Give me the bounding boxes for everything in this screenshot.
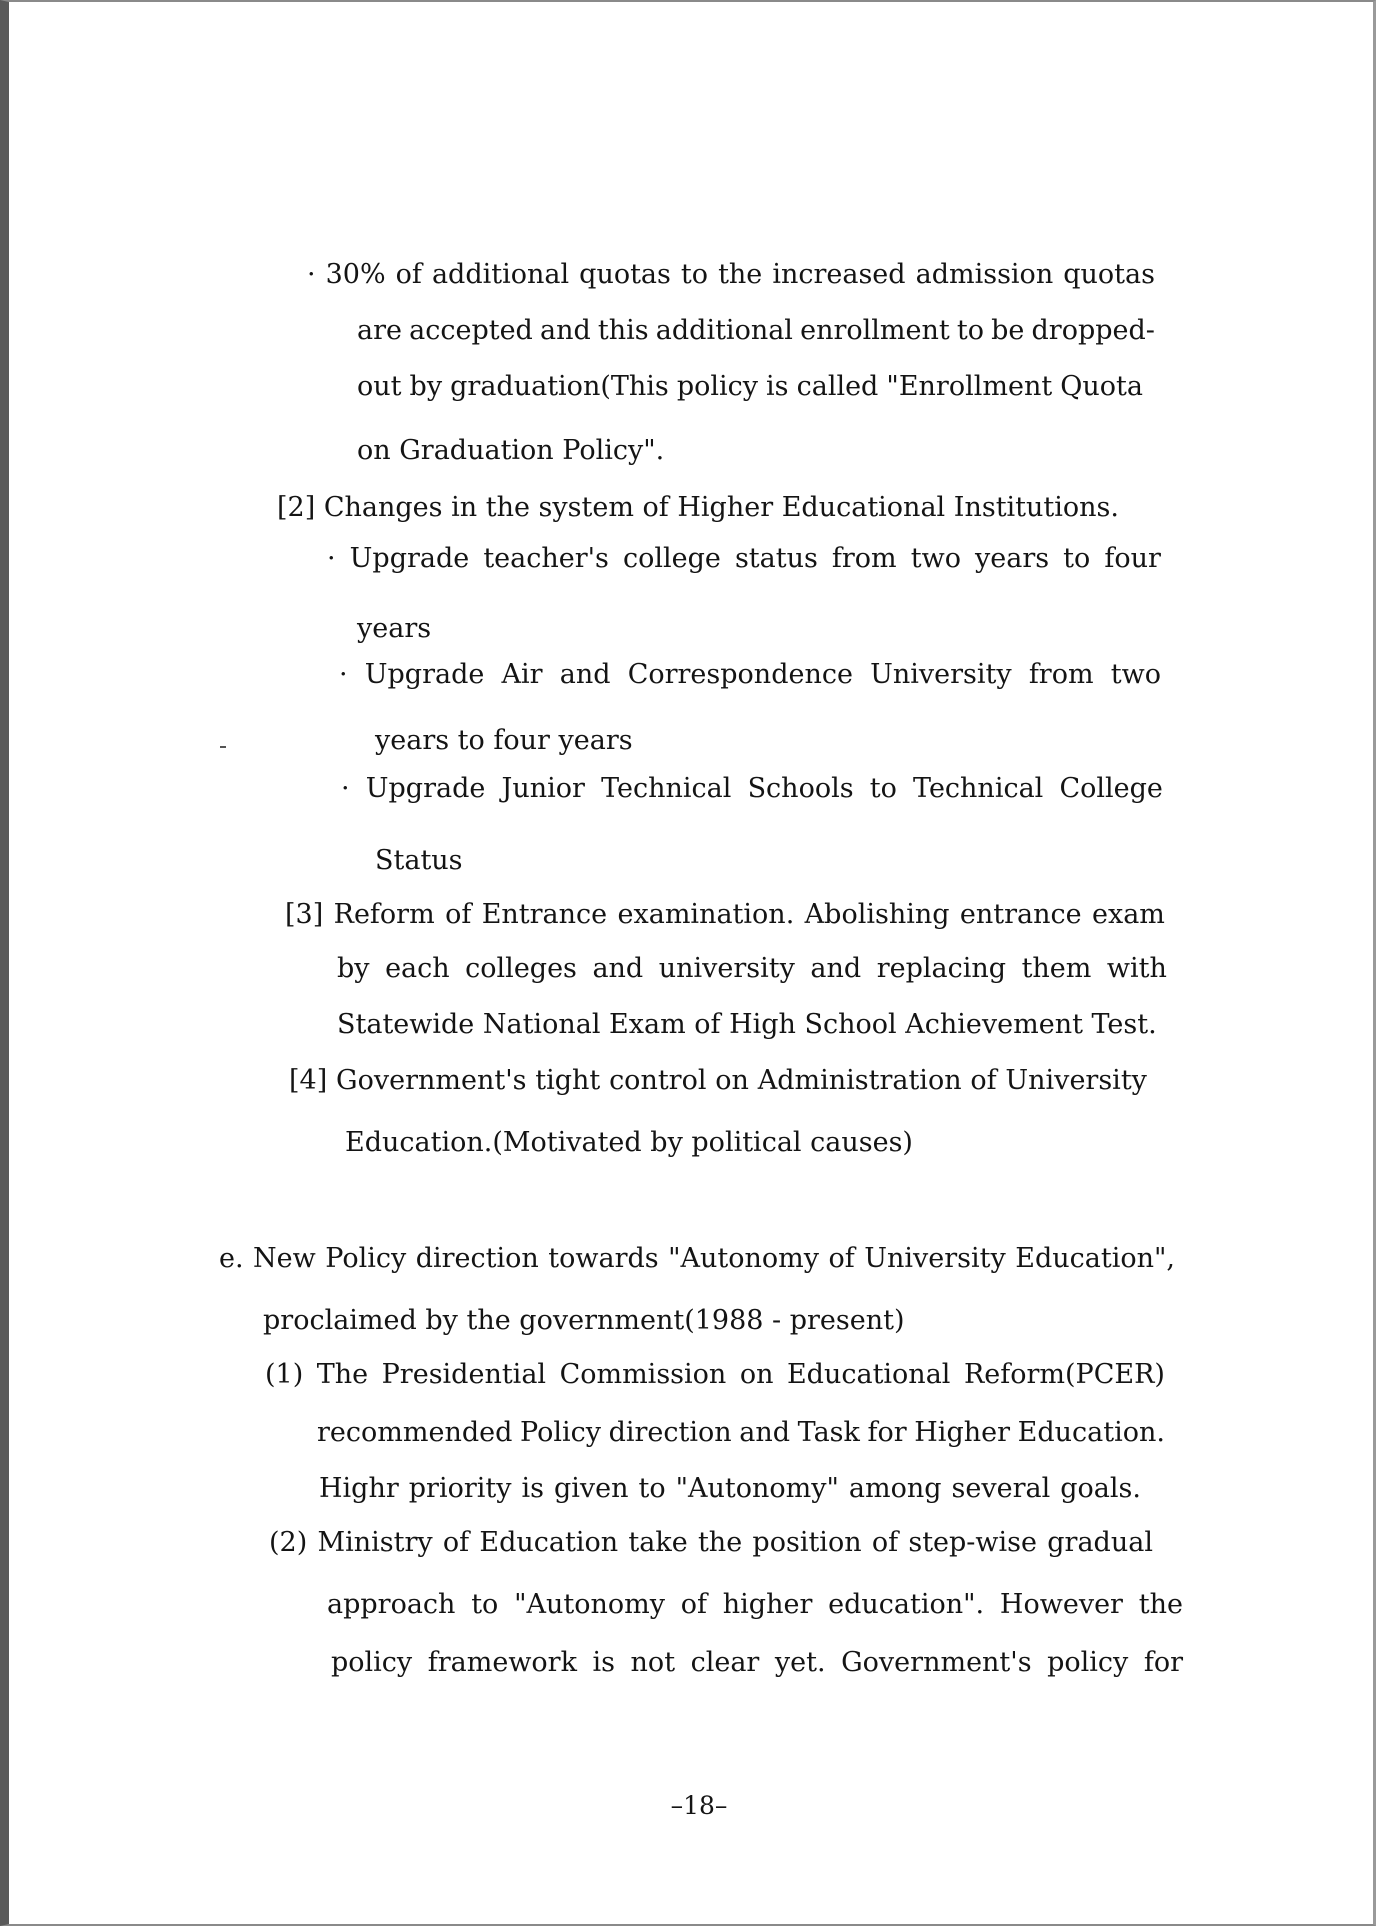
word: from [1028, 659, 1094, 690]
word: years [975, 543, 1050, 574]
word: Education", [1015, 1243, 1175, 1274]
word: quotas [579, 259, 671, 290]
word: increased [772, 259, 906, 290]
page-number: –18– [670, 1791, 728, 1820]
word: to [1063, 543, 1091, 574]
word: with [1106, 953, 1167, 984]
word: Institutions. [953, 492, 1119, 523]
word: to [956, 315, 984, 346]
word: admission [915, 259, 1054, 290]
word: Policy [520, 1417, 601, 1448]
word: Junior [501, 773, 585, 804]
word: system [538, 492, 634, 523]
word: to [471, 1589, 499, 1620]
word: called [796, 371, 879, 402]
word: policy [331, 1647, 413, 1678]
text-line [327, 1588, 1183, 1622]
word: direction [608, 1417, 732, 1448]
word: each [385, 953, 450, 984]
word: education". [828, 1589, 985, 1620]
word: from [831, 543, 897, 574]
word: [2] [277, 492, 316, 523]
word: · [339, 659, 348, 690]
word: not [630, 1647, 676, 1678]
word: However [999, 1589, 1123, 1620]
word: towards [548, 1243, 659, 1274]
word: Higher [677, 492, 774, 523]
word: (2) [269, 1527, 308, 1558]
word: college [622, 543, 721, 574]
word: of [442, 1527, 470, 1558]
word: the [718, 259, 763, 290]
word: Commission [559, 1359, 727, 1390]
word: and [739, 1417, 791, 1448]
word: quotas [1063, 259, 1155, 290]
word: them [1021, 953, 1092, 984]
word: several [951, 1473, 1051, 1504]
word: Technical [913, 773, 1044, 804]
word: policy [1047, 1647, 1129, 1678]
word: Government's [841, 1647, 1032, 1678]
word: Education. [1017, 1417, 1165, 1448]
text-line: Education.(Motivated by political causes) [345, 1127, 913, 1158]
word: is [592, 1647, 615, 1678]
word: Educational [786, 1359, 951, 1390]
word: is [521, 1473, 544, 1504]
word: the [697, 1527, 743, 1558]
word: position [752, 1527, 862, 1558]
word: clear [690, 1647, 760, 1678]
word: two [1110, 659, 1161, 690]
word: colleges [465, 953, 577, 984]
word: · [307, 259, 316, 290]
word: Higher [914, 1417, 1011, 1448]
text-line [277, 491, 1119, 525]
word: to [680, 259, 709, 290]
word: Government's [336, 1065, 527, 1096]
word: framework [427, 1647, 577, 1678]
word: policy [676, 371, 758, 402]
word: of [970, 1065, 997, 1096]
word: (1) [265, 1359, 304, 1390]
word: University [870, 659, 1012, 690]
word: New [253, 1243, 316, 1274]
text-line [327, 542, 1161, 576]
word: Correspondence [627, 659, 853, 690]
word: of [642, 492, 669, 523]
word: graduation(This [450, 371, 669, 402]
word: the [1138, 1589, 1183, 1620]
text-line [319, 1472, 1141, 1506]
word: be [991, 315, 1025, 346]
word: Presidential [381, 1359, 547, 1390]
word: of [680, 1589, 708, 1620]
word: direction [415, 1243, 539, 1274]
word: Upgrade [365, 773, 486, 804]
word: for [1143, 1647, 1183, 1678]
word: priority [408, 1473, 512, 1504]
word: to [869, 773, 897, 804]
word: university [658, 953, 795, 984]
text-line [219, 1242, 1175, 1276]
word: Air [501, 659, 543, 690]
word: dropped- [1031, 315, 1155, 346]
word: Task [797, 1417, 860, 1448]
word: of [445, 899, 472, 930]
text-line: Statewide National Exam of High School Achievement Test. [337, 1009, 1157, 1040]
word: Highr [319, 1473, 399, 1504]
text-line [289, 1064, 1147, 1098]
word: Administration [757, 1065, 962, 1096]
word: of [828, 1243, 855, 1274]
word: Technical [601, 773, 732, 804]
word: additional [655, 315, 793, 346]
word: Quota [1060, 371, 1143, 402]
word: Ministry [317, 1527, 433, 1558]
text-line: years [357, 613, 432, 644]
word: Reform(PCER) [963, 1359, 1165, 1390]
word: yet. [774, 1647, 826, 1678]
word: "Enrollment [886, 371, 1053, 402]
word: teacher's [483, 543, 609, 574]
text-line: on Graduation Policy". [357, 435, 665, 466]
text-line [265, 1358, 1165, 1392]
text-line [285, 898, 1165, 932]
word: on [715, 1065, 749, 1096]
word: 30% [325, 259, 386, 290]
text-line [317, 1416, 1165, 1450]
word: [3] [285, 899, 324, 930]
word: · [327, 543, 336, 574]
word: two [910, 543, 961, 574]
word: approach [327, 1589, 456, 1620]
word: given [553, 1473, 629, 1504]
word: this [597, 315, 649, 346]
word: College [1059, 773, 1163, 804]
word: examination. [617, 899, 795, 930]
word: [4] [289, 1065, 328, 1096]
word: University [864, 1243, 1006, 1274]
word: tight [535, 1065, 601, 1096]
word: the [485, 492, 530, 523]
word: exam [1092, 899, 1165, 930]
word: University [1005, 1065, 1147, 1096]
text-line [269, 1526, 1153, 1560]
word: e. [219, 1243, 244, 1274]
word: are [357, 315, 402, 346]
word: and [810, 953, 862, 984]
word: status [734, 543, 818, 574]
word: replacing [876, 953, 1007, 984]
word: Abolishing [804, 899, 950, 930]
word: among [848, 1473, 942, 1504]
word: "Autonomy [668, 1243, 820, 1274]
word: Upgrade [349, 543, 470, 574]
word: additional [431, 259, 570, 290]
text-line: years to four years [375, 725, 633, 756]
word: Upgrade [364, 659, 485, 690]
text-line [339, 658, 1161, 692]
text-line [331, 1646, 1183, 1680]
word: is [766, 371, 789, 402]
word: control [609, 1065, 707, 1096]
word: goals. [1060, 1473, 1141, 1504]
word: "Autonomy [514, 1589, 665, 1620]
word: and [539, 315, 591, 346]
word: take [628, 1527, 688, 1558]
text-line [337, 952, 1167, 986]
word: Entrance [481, 899, 608, 930]
word: Policy [325, 1243, 407, 1274]
stray-mark [220, 746, 226, 748]
word: gradual [1047, 1527, 1153, 1558]
text-line [307, 258, 1155, 292]
word: on [739, 1359, 774, 1390]
word: and [559, 659, 611, 690]
word: out [357, 371, 402, 402]
text-line: proclaimed by the government(1988 - present) [263, 1305, 905, 1336]
word: in [451, 492, 478, 523]
word: accepted [409, 315, 533, 346]
word: by [337, 953, 370, 984]
word: step-wise [908, 1527, 1038, 1558]
text-line: Status [375, 845, 463, 876]
word: entrance [959, 899, 1082, 930]
word: four [1104, 543, 1161, 574]
word: Education [479, 1527, 619, 1558]
text-line [357, 314, 1155, 348]
word: higher [722, 1589, 813, 1620]
word: of [871, 1527, 899, 1558]
word: to [638, 1473, 666, 1504]
word: The [316, 1359, 369, 1390]
word: · [341, 773, 350, 804]
word: by [409, 371, 443, 402]
word: enrollment [800, 315, 950, 346]
word: Educational [781, 492, 946, 523]
word: of [395, 259, 422, 290]
text-line [357, 370, 1143, 404]
word: Changes [323, 492, 443, 523]
word: "Autonomy" [675, 1473, 839, 1504]
word: Reform [333, 899, 435, 930]
word: recommended [317, 1417, 513, 1448]
word: for [867, 1417, 907, 1448]
word: and [592, 953, 644, 984]
word: Schools [747, 773, 854, 804]
text-line [341, 772, 1163, 806]
